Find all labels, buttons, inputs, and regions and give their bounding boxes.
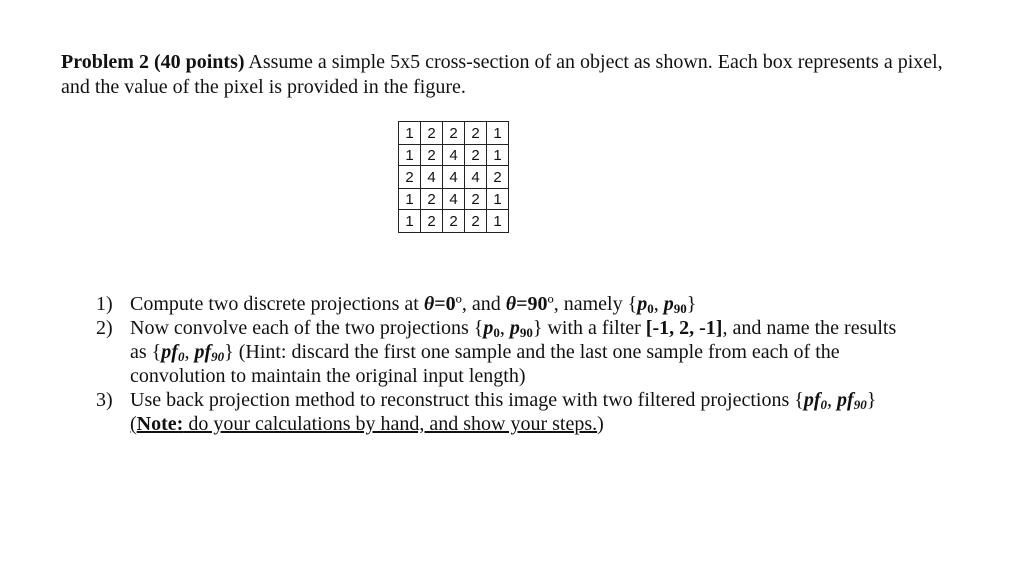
grid-row bbox=[399, 210, 509, 233]
steps-list bbox=[96, 292, 916, 436]
degree-symbol: º bbox=[455, 293, 462, 315]
step-text: Compute two discrete projections at bbox=[130, 293, 424, 315]
subscript: 90 bbox=[673, 301, 687, 316]
step-text: Now convolve each of the two projections { bbox=[130, 317, 484, 339]
filtered-projection-symbol: pf bbox=[837, 389, 854, 411]
separator: , bbox=[653, 293, 664, 315]
step-number: 1) bbox=[96, 293, 113, 315]
grid-cell: 4 bbox=[465, 166, 487, 189]
angle-value: =0 bbox=[434, 293, 456, 315]
grid-cell: 1 bbox=[487, 145, 509, 166]
grid-row bbox=[399, 166, 509, 189]
grid-cell: 2 bbox=[465, 122, 487, 145]
filtered-projection-symbol: pf bbox=[194, 341, 212, 363]
grid-cell: 1 bbox=[399, 210, 421, 233]
theta-symbol: θ bbox=[505, 293, 517, 315]
step-text: } (Hint: discard the first one sample and the last one sample from each of the convolution to maintain the original input length) bbox=[130, 341, 840, 387]
paren: ) bbox=[597, 413, 604, 435]
subscript: 90 bbox=[211, 349, 225, 364]
grid-cell: 2 bbox=[421, 145, 443, 166]
step-text: , namely { bbox=[553, 293, 638, 315]
degree-symbol: º bbox=[547, 293, 554, 315]
grid-cell: 1 bbox=[487, 210, 509, 233]
projection-symbol: p bbox=[663, 293, 674, 315]
projection-symbol: p bbox=[483, 317, 494, 339]
grid-cell: 1 bbox=[487, 189, 509, 210]
step-text: , and bbox=[461, 293, 506, 315]
note-line bbox=[130, 413, 597, 435]
filtered-projection-symbol: pf bbox=[161, 341, 178, 363]
problem-intro bbox=[61, 50, 961, 100]
projection-symbol: p bbox=[509, 317, 520, 339]
grid-cell: 4 bbox=[421, 166, 443, 189]
grid-row bbox=[399, 189, 509, 210]
grid-cell: 2 bbox=[399, 166, 421, 189]
grid-row bbox=[399, 122, 509, 145]
problem-intro-text: Assume a simple 5x5 cross-section of an object as shown. Each box represents a pixel, and the value of the pixel is provided in the figure. bbox=[61, 51, 943, 98]
subscript: 0 bbox=[820, 397, 828, 412]
grid-cell: 1 bbox=[487, 122, 509, 145]
paren: ( bbox=[130, 413, 137, 435]
grid-cell: 2 bbox=[443, 210, 465, 233]
subscript: 90 bbox=[519, 325, 533, 340]
step-number: 2) bbox=[96, 317, 113, 339]
subscript: 0 bbox=[493, 325, 500, 340]
subscript: 0 bbox=[647, 301, 654, 316]
step-text: Use back projection method to reconstruct this image with two filtered projections { bbox=[130, 389, 804, 411]
step-text: } with a filter bbox=[532, 317, 646, 339]
grid-cell: 4 bbox=[443, 166, 465, 189]
grid-cell: 2 bbox=[465, 189, 487, 210]
grid-cell: 2 bbox=[465, 210, 487, 233]
step-text: } bbox=[686, 293, 697, 315]
subscript: 90 bbox=[853, 397, 867, 412]
step-text: } bbox=[866, 389, 877, 411]
projection-symbol: p bbox=[637, 293, 648, 315]
grid-cell: 2 bbox=[421, 210, 443, 233]
grid-cell: 1 bbox=[399, 145, 421, 166]
grid-cell: 2 bbox=[421, 122, 443, 145]
grid-cell: 2 bbox=[443, 122, 465, 145]
step-2 bbox=[96, 316, 916, 388]
grid-row bbox=[399, 145, 509, 166]
grid-cell: 1 bbox=[399, 189, 421, 210]
filter-kernel: [-1, 2, -1] bbox=[645, 317, 723, 339]
step-number: 3) bbox=[96, 389, 113, 411]
grid-cell: 2 bbox=[421, 189, 443, 210]
grid-cell: 2 bbox=[487, 166, 509, 189]
angle-value: =90 bbox=[516, 293, 548, 315]
pixel-grid bbox=[398, 121, 509, 233]
separator: , bbox=[184, 341, 195, 363]
note-label: Note: bbox=[136, 413, 184, 435]
note-text: do your calculations by hand, and show your steps. bbox=[183, 413, 598, 435]
filtered-projection-symbol: pf bbox=[803, 389, 821, 411]
grid-cell: 1 bbox=[399, 122, 421, 145]
problem-heading: Problem 2 (40 points) bbox=[61, 51, 245, 73]
separator: , bbox=[827, 389, 838, 411]
separator: , bbox=[499, 317, 510, 339]
theta-symbol: θ bbox=[423, 293, 435, 315]
step-text: , and name the results as { bbox=[130, 317, 897, 363]
step-1 bbox=[96, 292, 916, 316]
grid-cell: 4 bbox=[443, 145, 465, 166]
grid-cell: 2 bbox=[465, 145, 487, 166]
subscript: 0 bbox=[177, 349, 185, 364]
step-3 bbox=[96, 388, 916, 436]
grid-cell: 4 bbox=[443, 189, 465, 210]
